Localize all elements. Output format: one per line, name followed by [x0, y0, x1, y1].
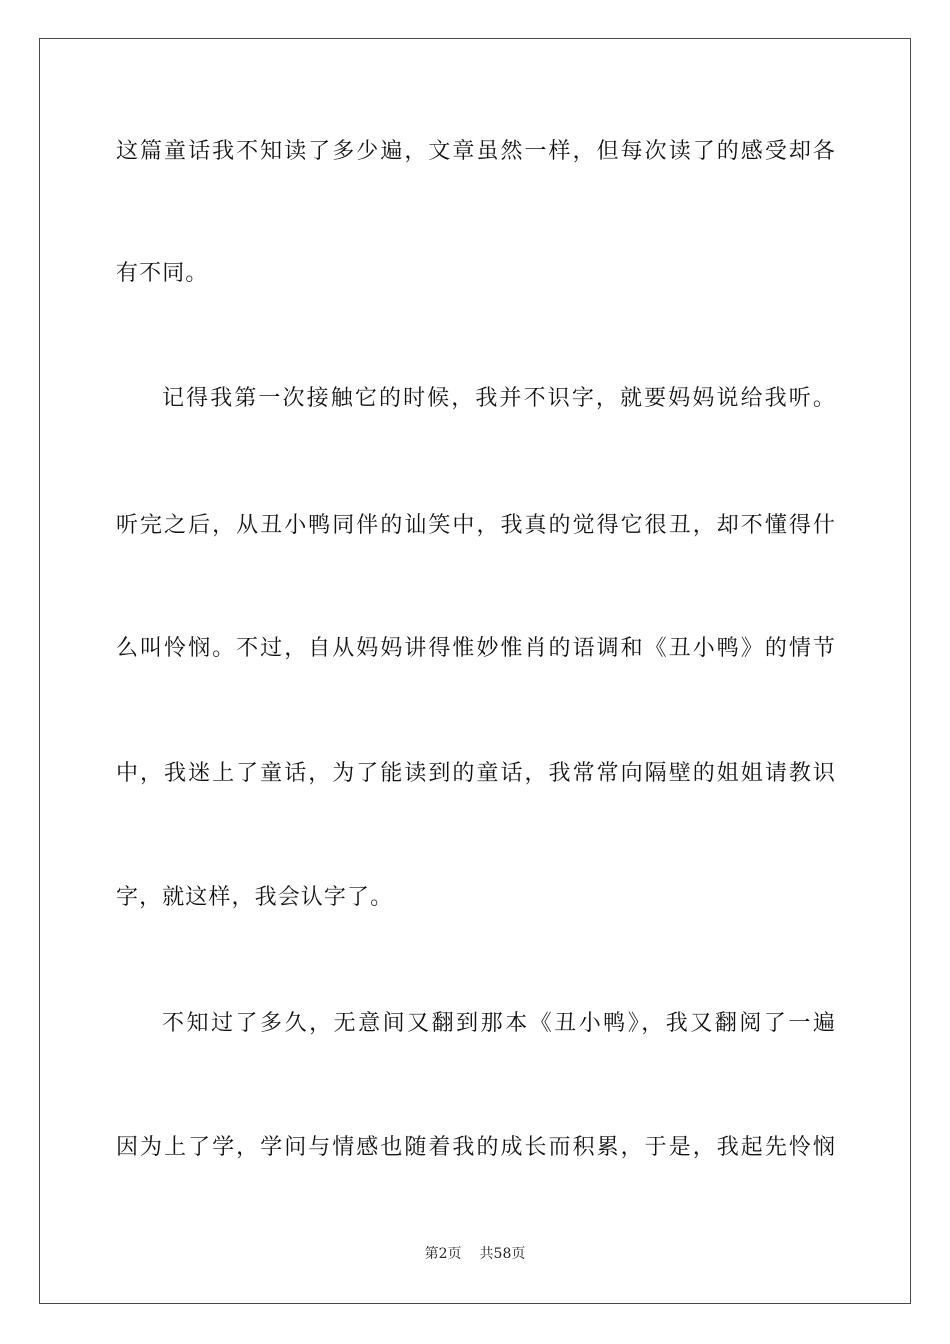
text-line-7: 字，就这样，我会认字了。	[116, 885, 394, 910]
text-line-3: 记得我第一次接触它的时候，我并不识字，就要妈妈说给我听。	[162, 386, 836, 411]
page-border	[39, 38, 911, 1304]
page-footer	[0, 1245, 950, 1263]
text-line-1: 这篇童话我不知读了多少遍，文章虽然一样，但每次读了的感受却各	[116, 139, 836, 164]
text-line-8: 不知过了多久，无意间又翻到那本《丑小鸭》，我又翻阅了一遍	[162, 1011, 836, 1036]
page-total: 共58页	[479, 1246, 526, 1262]
text-line-2: 有不同。	[116, 261, 209, 286]
text-line-9: 因为上了学，学问与情感也随着我的成长而积累，于是，我起先怜悯	[116, 1135, 836, 1160]
text-line-4: 听完之后，从丑小鸭同伴的讪笑中，我真的觉得它很丑，却不懂得什	[116, 513, 836, 538]
text-line-6: 中，我迷上了童话，为了能读到的童话，我常常向隔壁的姐姐请教识	[116, 761, 836, 786]
text-line-5: 么叫怜悯。不过，自从妈妈讲得惟妙惟肖的语调和《丑小鸭》的情节	[116, 636, 836, 661]
page-number: 第2页	[424, 1246, 462, 1262]
